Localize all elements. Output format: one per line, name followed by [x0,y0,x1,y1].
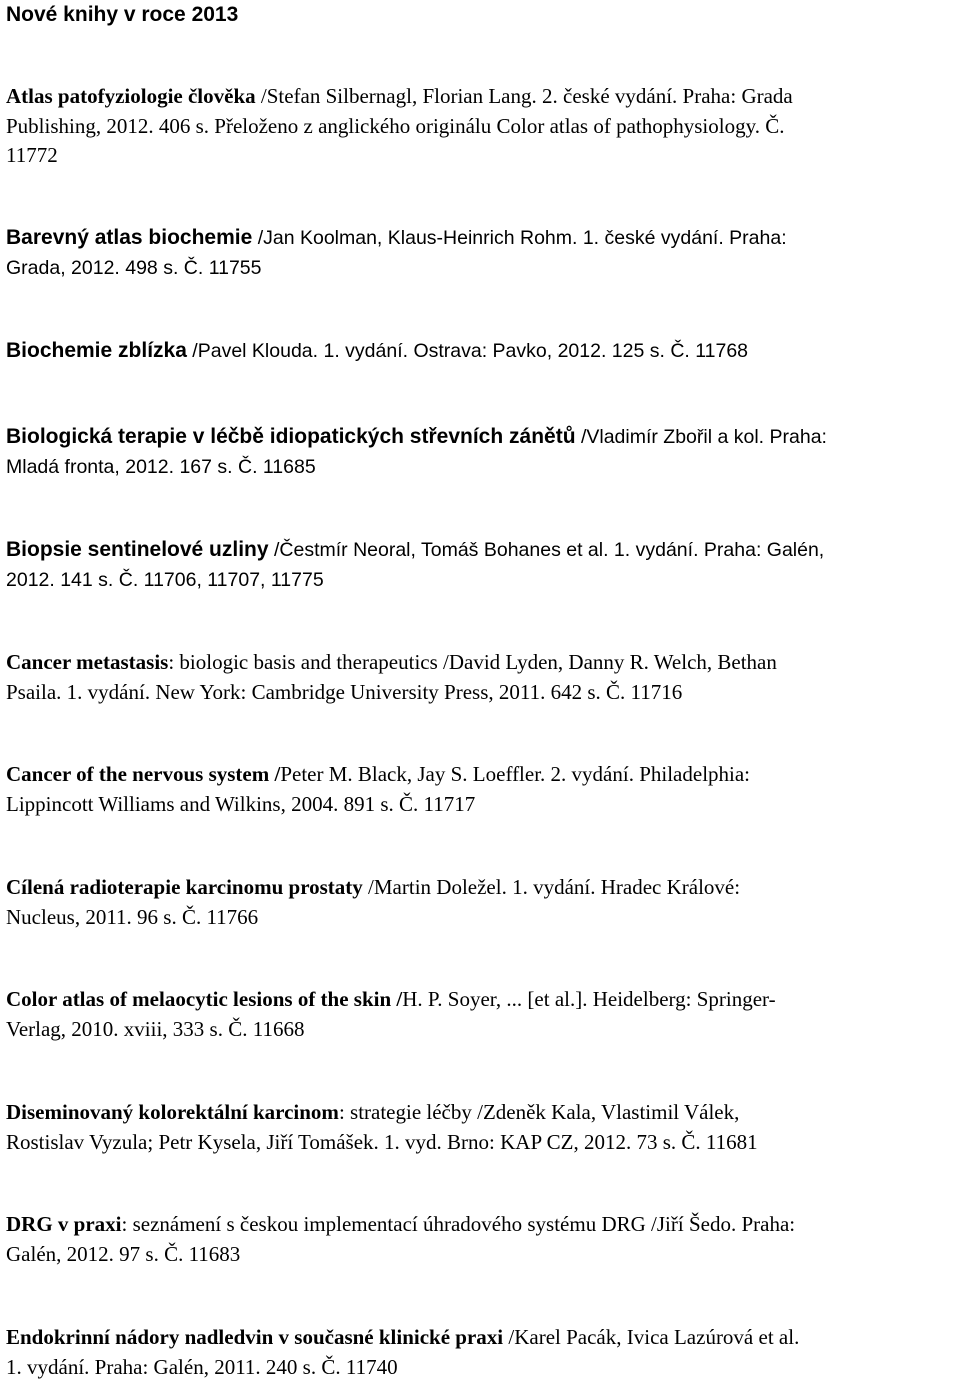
book-entry-drg-v-praxi [6,1210,956,1269]
book-details: /Martin Doležel. 1. vydání. Hradec Králové: [363,875,740,899]
book-details: : biologic basis and therapeutics /David Lyden, Danny R. Welch, Bethan [168,650,777,674]
book-entry-biologicka-terapie [6,422,956,482]
book-entry-biopsie [6,535,956,595]
book-title: Diseminovaný kolorektální karcinom [6,1100,339,1124]
book-entry-atlas-patofyziologie [6,82,956,171]
book-details: : seznámení s českou implementací úhradového systému DRG /Jiří Šedo. Praha: [122,1212,796,1236]
book-details-line: 1. vydání. Praha: Galén, 2011. 240 s. Č. 11740 [6,1353,956,1382]
book-entry-endokrinni-nadory [6,1323,956,1382]
book-details: /Vladimír Zbořil a kol. Praha: [576,426,827,448]
book-title: Barevný atlas biochemie [6,226,252,249]
book-details-line: Galén, 2012. 97 s. Č. 11683 [6,1240,956,1270]
book-title: Cílená radioterapie karcinomu prostaty [6,875,363,899]
book-entry-cilena-radioterapie [6,873,956,932]
book-title: Color atlas of melaocytic lesions of the skin / [6,987,402,1011]
book-entry-cancer-nervous-system [6,760,956,819]
book-details: /Čestmír Neoral, Tomáš Bohanes et al. 1. vydání. Praha: Galén, [269,539,825,561]
book-details: /Jan Koolman, Klaus-Heinrich Rohm. 1. české vydání. Praha: [252,227,786,249]
book-entry-color-atlas [6,985,956,1044]
book-details: : strategie léčby /Zdeněk Kala, Vlastimil Válek, [339,1100,739,1124]
book-details: /Karel Pacák, Ivica Lazúrová et al. [503,1325,799,1349]
book-details-line: Nucleus, 2011. 96 s. Č. 11766 [6,903,956,933]
book-details: Peter M. Black, Jay S. Loeffler. 2. vydání. Philadelphia: [280,762,750,786]
book-catalog-number: 11772 [6,141,956,171]
book-title: Biochemie zblízka [6,339,187,362]
book-details-line: Psaila. 1. vydání. New York: Cambridge University Press, 2011. 642 s. Č. 11716 [6,678,956,708]
book-details-line: Rostislav Vyzula; Petr Kysela, Jiří Tomášek. 1. vyd. Brno: KAP CZ, 2012. 73 s. Č. 11681 [6,1128,956,1158]
book-details: /Stefan Silbernagl, Florian Lang. 2. české vydání. Praha: Grada [256,84,793,108]
book-details-line: 2012. 141 s. Č. 11706, 11707, 11775 [6,566,956,596]
book-title: Atlas patofyziologie člověka [6,84,256,108]
book-details-line: Verlag, 2010. xviii, 333 s. Č. 11668 [6,1015,956,1045]
book-entry-diseminovany-karcinom [6,1098,956,1157]
book-details: H. P. Soyer, ... [et al.]. Heidelberg: Springer- [402,987,775,1011]
book-title: Cancer of the nervous system / [6,762,280,786]
book-details-line: Mladá fronta, 2012. 167 s. Č. 11685 [6,453,956,483]
book-title: Endokrinní nádory nadledvin v současné klinické praxi [6,1325,503,1349]
book-entry-biochemie-zblizka [6,336,956,367]
book-details-line: Lippincott Williams and Wilkins, 2004. 891 s. Č. 11717 [6,790,956,820]
book-title: DRG v praxi [6,1212,122,1236]
book-details-line: Grada, 2012. 498 s. Č. 11755 [6,254,956,284]
book-entry-barevny-atlas [6,223,956,283]
page-title: Nové knihy v roce 2013 [6,0,238,30]
book-title: Cancer metastasis [6,650,168,674]
book-entry-cancer-metastasis [6,648,956,707]
book-title: Biologická terapie v léčbě idiopatických střevních zánětů [6,425,576,448]
book-details-line: Publishing, 2012. 406 s. Přeloženo z anglického originálu Color atlas of pathophysiology. Č. [6,112,956,142]
book-title: Biopsie sentinelové uzliny [6,538,269,561]
book-details: /Pavel Klouda. 1. vydání. Ostrava: Pavko, 2012. 125 s. Č. 11768 [187,340,748,362]
